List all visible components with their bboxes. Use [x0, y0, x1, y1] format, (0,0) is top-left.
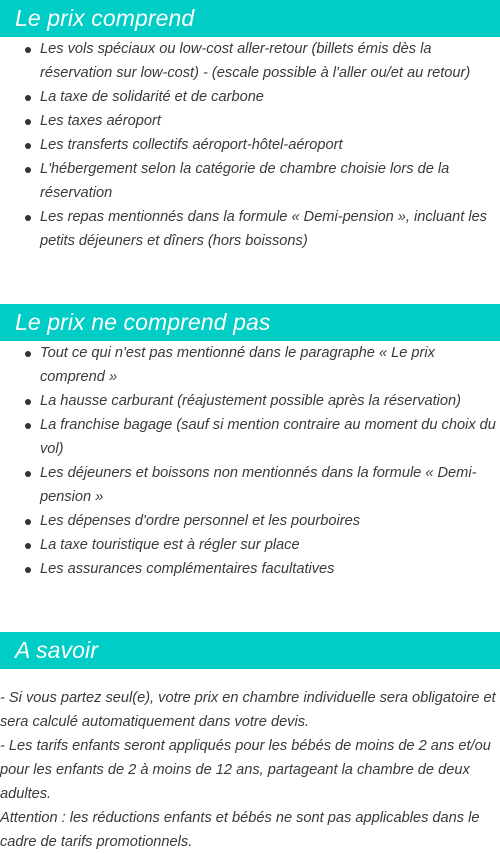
list-item: Les assurances complémentaires facultatives	[0, 557, 500, 581]
section-title-excluded: Le prix ne comprend pas	[0, 304, 500, 341]
section-spacer	[0, 253, 500, 304]
list-item: La taxe de solidarité et de carbone	[0, 85, 500, 109]
list-item: Les déjeuners et boissons non mentionnés dans la formule « Demi-pension »	[0, 461, 500, 509]
section-spacer	[0, 581, 500, 632]
list-item: Les taxes aéroport	[0, 109, 500, 133]
list-item: L'hébergement selon la catégorie de chambre choisie lors de la réservation	[0, 157, 500, 205]
included-list	[0, 37, 500, 253]
list-item: Les dépenses d'ordre personnel et les pourboires	[0, 509, 500, 533]
info-paragraph	[0, 686, 500, 854]
list-item: La franchise bagage (sauf si mention contraire au moment du choix du vol)	[0, 413, 500, 461]
list-item: La taxe touristique est à régler sur place	[0, 533, 500, 557]
list-item: Les repas mentionnés dans la formule « Demi-pension », incluant les petits déjeuners et dîners (hors boissons)	[0, 205, 500, 253]
list-item: Les transferts collectifs aéroport-hôtel-aéroport	[0, 133, 500, 157]
list-item: La hausse carburant (réajustement possible après la réservation)	[0, 389, 500, 413]
section-title-included: Le prix comprend	[0, 0, 500, 37]
info-line: Attention : les réductions enfants et bébés ne sont pas applicables dans le cadre de tarifs promotionnels.	[0, 810, 480, 850]
info-line: - Les tarifs enfants seront appliqués pour les bébés de moins de 2 ans et/ou pour les enfants de 2 à moins de 12 ans, partageant la chambre de deux adultes.	[0, 738, 491, 802]
info-line: - Si vous partez seul(e), votre prix en chambre individuelle sera obligatoire et sera calculé automatiquement dans votre devis.	[0, 690, 496, 730]
list-item: Les vols spéciaux ou low-cost aller-retour (billets émis dès la réservation sur low-cost) - (escale possible à l'aller ou/et au retour)	[0, 37, 500, 85]
section-title-info: A savoir	[0, 632, 500, 669]
excluded-list	[0, 341, 500, 581]
list-item: Tout ce qui n'est pas mentionné dans le paragraphe « Le prix comprend »	[0, 341, 500, 389]
